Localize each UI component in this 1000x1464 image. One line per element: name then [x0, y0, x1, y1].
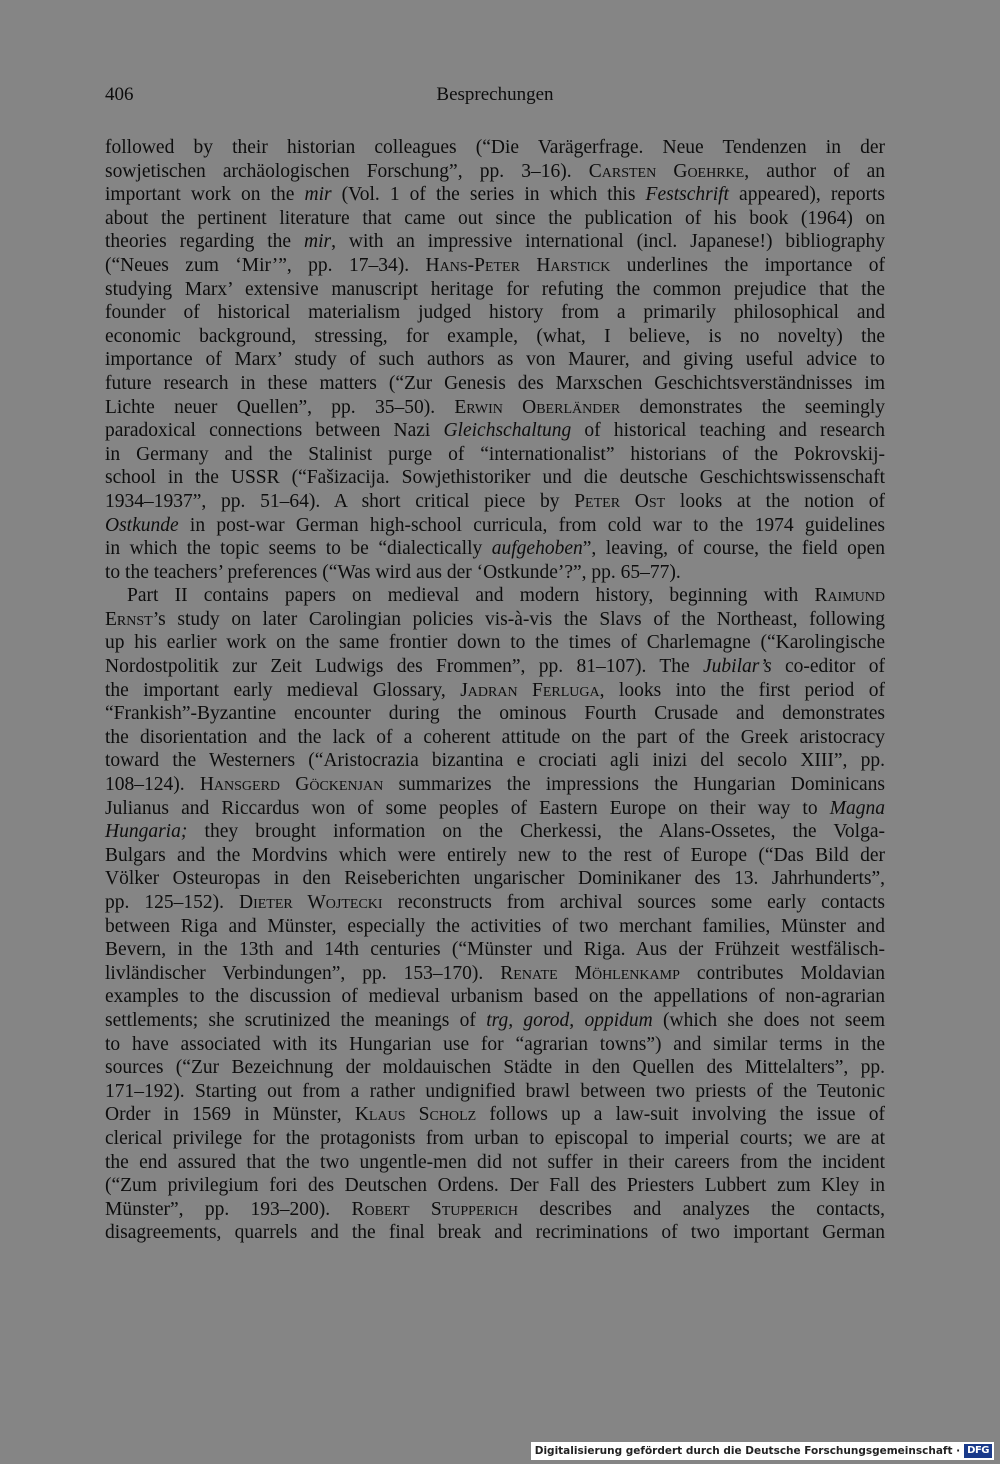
author-name: Renate Möhlenkamp [500, 962, 680, 984]
review-body-text [105, 136, 885, 1245]
text-run: Bevern, in the 13th and 14th centuries (“Münster und Riga. Aus der Frühzeit westfälisch- [105, 939, 885, 961]
text-run: toward the Westerners (“Aristocrazia bizantina e crociati agli inizi del secolo XIII”, pp. [105, 750, 885, 772]
text-line [105, 1151, 885, 1175]
text-run: contributes Moldavian [679, 962, 885, 984]
text-run: (“Zum privilegium fori des Deutschen Ordens. Der Fall des Priesters Lubbert zum Kley in [105, 1175, 885, 1197]
text-run: in post-war German high-school curricula, from cold war to the 1974 guidelines [178, 514, 885, 536]
text-run: clerical privilege for the protagonists from urban to episcopal to imperial courts; we are at [105, 1127, 885, 1149]
text-run: studying Marx’ extensive manuscript heritage for refuting the common prejudice that the [105, 278, 885, 300]
text-run: ”, leaving, of course, the field open [582, 538, 885, 560]
text-line [105, 466, 885, 490]
text-run: Julianus and Riccardus won of some peoples of Eastern Europe on their way to [105, 797, 830, 819]
text-line [105, 443, 885, 467]
text-line [105, 797, 885, 821]
text-run: founder of historical materialism judged history from a primarily philosophical and [105, 302, 885, 324]
text-run: economic background, stressing, for example, (what, I believe, is no novelty) the [105, 325, 885, 347]
text-line [105, 278, 885, 302]
text-run: in which the topic seems to be “dialectically [105, 538, 492, 560]
text-line [105, 1103, 885, 1127]
text-run: importance of Marx’ study of such authors as von Maurer, and giving useful advice to [105, 349, 885, 371]
text-run: (Vol. 1 of the series in which this [331, 184, 646, 206]
text-line [105, 891, 885, 915]
text-line [105, 867, 885, 891]
text-run: sowjetischen archäologischen Forschung”, pp. 3–16). [105, 160, 589, 182]
text-run: Nordostpolitik zur Zeit Ludwigs des Frommen”, pp. 81–107). The [105, 656, 704, 678]
text-run: “Frankish”-Byzantine encounter during the ominous Fourth Crusade and demonstrates [105, 703, 885, 725]
text-line [105, 655, 885, 679]
page-number: 406 [105, 84, 134, 105]
text-run: school in the USSR (“Fašizacija. Sowjethistoriker und die deutsche Geschichtswissenschaft [105, 467, 885, 489]
digitization-footer [531, 1442, 994, 1460]
running-title: Besprechungen [436, 84, 554, 105]
italic-title-run: Ostkunde [105, 514, 179, 536]
text-run: livländischer Verbindungen”, pp. 153–170). [105, 962, 501, 984]
text-run: underlines the importance of [610, 254, 886, 276]
text-run: , with an impressive international (incl. Japanese!) bibliography [331, 231, 885, 253]
text-line [105, 207, 885, 231]
text-line [105, 773, 885, 797]
text-run: about the pertinent literature that came out since the publication of his book (1964) on [105, 207, 885, 229]
text-run: between Riga and Münster, especially the activities of two merchant families, Münster and [105, 915, 885, 937]
text-run: paradoxical connections between Nazi [105, 420, 444, 442]
text-run: future research in these matters (“Zur Genesis des Marxschen Geschichtsverständnisses im [105, 372, 885, 394]
text-run: Lichte neuer Quellen”, pp. 35–50). [105, 396, 455, 418]
text-line [105, 985, 885, 1009]
text-run: they brought information on the Cherkessi, the Alans-Ossetes, the Volga- [187, 821, 885, 843]
text-line [105, 348, 885, 372]
text-run: , looks into the first period of [599, 679, 885, 701]
text-line [105, 584, 885, 608]
dfg-logo: DFG [964, 1444, 992, 1458]
text-line [105, 372, 885, 396]
text-run: , author of an [744, 160, 886, 182]
text-line [105, 820, 885, 844]
italic-title-run: mir [304, 184, 332, 206]
italic-title-run: Jubilar’s [703, 656, 772, 678]
text-run: the disorientation and the lack of a coherent attitude on the part of the Greek aristocracy [105, 726, 885, 748]
text-run: examples to the discussion of medieval urbanism based on the appellations of non-agrarian [105, 986, 885, 1008]
text-line [105, 679, 885, 703]
text-run: settlements; she scrutinized the meanings of [105, 1009, 487, 1031]
text-line [105, 325, 885, 349]
text-line [105, 844, 885, 868]
text-run: appeared), reports [728, 184, 885, 206]
page-header [105, 84, 885, 110]
author-name: Robert Stupperich [351, 1198, 518, 1220]
text-line [105, 1221, 885, 1245]
text-run: of historical teaching and research [571, 420, 885, 442]
text-line [105, 962, 885, 986]
text-run: demonstrates the seemingly [620, 396, 885, 418]
text-line [105, 301, 885, 325]
text-run: co-editor of [771, 656, 885, 678]
italic-title-run: Gleichschaltung [443, 420, 572, 442]
text-run: Part II contains papers on medieval and modern history, beginning with [127, 585, 815, 607]
text-run: 171–192). Starting out from a rather undignified brawl between two priests of the Teutonic [105, 1080, 885, 1102]
text-run: describes and analyzes the contacts, [517, 1198, 885, 1220]
author-name: Peter Ost [574, 490, 666, 512]
text-run: (which she does not seem [652, 1009, 886, 1031]
text-line [105, 702, 885, 726]
text-run: summarizes the impressions the Hungarian Dominicans [383, 774, 886, 796]
author-name: Jadran Ferluga [460, 679, 600, 701]
text-line [105, 490, 885, 514]
text-line [105, 1174, 885, 1198]
text-run: to have associated with its Hungarian use for “agrarian towns”) and similar terms in the [105, 1033, 885, 1055]
text-run: reconstructs from archival sources some early contacts [382, 892, 885, 913]
author-name: Hansgerd Göckenjan [199, 774, 384, 796]
text-run: Bulgars and the Mordvins which were entirely new to the rest of Europe (“Das Bild der [105, 844, 885, 866]
text-run: followed by their historian colleagues (“Die Varägerfrage. Neue Tendenzen in der [105, 137, 885, 158]
text-run: sources (“Zur Bezeichnung der moldauischen Städte in den Quellen des Mittelalters”, pp. [105, 1057, 885, 1079]
text-line [105, 183, 885, 207]
footer-credit: Digitalisierung gefördert durch die Deutsche Forschungsgemeinschaft · [534, 1445, 961, 1457]
text-line [105, 254, 885, 278]
text-run: looks at the notion of [665, 490, 886, 512]
author-name: Erwin Oberländer [454, 396, 621, 418]
text-run: follows up a law-suit involving the issue of [476, 1104, 885, 1126]
author-name: Ernst [105, 608, 153, 630]
text-run: to the teachers’ preferences (“Was wird aus der ‘Ostkunde’?”, pp. 65–77). [105, 561, 681, 583]
text-line [105, 726, 885, 750]
italic-title-run: mir [304, 231, 332, 253]
text-line [105, 230, 885, 254]
italic-title-run: Festschrift [645, 184, 729, 206]
text-line [105, 1056, 885, 1080]
author-name: Carsten Goehrke [588, 160, 745, 182]
text-run: the end assured that the two ungentle-men did not suffer in their careers from the incident [105, 1151, 885, 1173]
text-run: Völker Osteuropas in den Reiseberichten ungarischer Dominikaner des 13. Jahrhunderts”, [105, 868, 885, 890]
text-line [105, 938, 885, 962]
author-name: Raimund [814, 585, 885, 607]
author-name: Klaus Scholz [354, 1104, 477, 1126]
italic-title-run: trg, gorod, oppidum [486, 1009, 653, 1031]
author-name: Hans-Peter Harstick [425, 254, 611, 276]
italic-title-run: Hungaria; [105, 821, 188, 843]
text-run: up his earlier work on the same frontier down to the times of Charlemagne (“Karolingische [105, 632, 885, 654]
text-run: in Germany and the Stalinist purge of “internationalist” historians of the Pokrovskij- [105, 443, 885, 465]
text-line [105, 1127, 885, 1151]
text-run: pp. 125–152). [105, 892, 239, 913]
author-name: Dieter Wojtecki [239, 892, 383, 913]
text-line [105, 1080, 885, 1104]
text-line [105, 160, 885, 184]
text-run: (“Neues zum ‘Mir’”, pp. 17–34). [105, 254, 426, 276]
text-line [105, 419, 885, 443]
text-run: theories regarding the [105, 231, 304, 253]
text-run: disagreements, quarrels and the final break and recriminations of two important German [105, 1222, 885, 1244]
text-run: the important early medieval Glossary, [105, 679, 461, 701]
text-line [105, 1009, 885, 1033]
text-run: Münster”, pp. 193–200). [105, 1198, 352, 1220]
italic-title-run: Magna [829, 797, 885, 819]
text-run: 1934–1937”, pp. 51–64). A short critical piece by [105, 490, 575, 512]
text-line [105, 608, 885, 632]
text-line [105, 396, 885, 420]
italic-title-run: aufgehoben [491, 538, 583, 560]
text-line [105, 561, 885, 585]
text-run: important work on the [105, 184, 305, 206]
text-line [105, 915, 885, 939]
text-run: ’s study on later Carolingian policies vis-à-vis the Slavs of the Northeast, following [152, 608, 885, 630]
text-run: Order in 1569 in Münster, [105, 1104, 355, 1126]
text-line [105, 136, 885, 160]
text-line [105, 1198, 885, 1222]
text-line [105, 749, 885, 773]
text-line [105, 537, 885, 561]
text-line [105, 631, 885, 655]
text-line [105, 1033, 885, 1057]
text-line [105, 514, 885, 538]
text-run: 108–124). [105, 774, 200, 796]
